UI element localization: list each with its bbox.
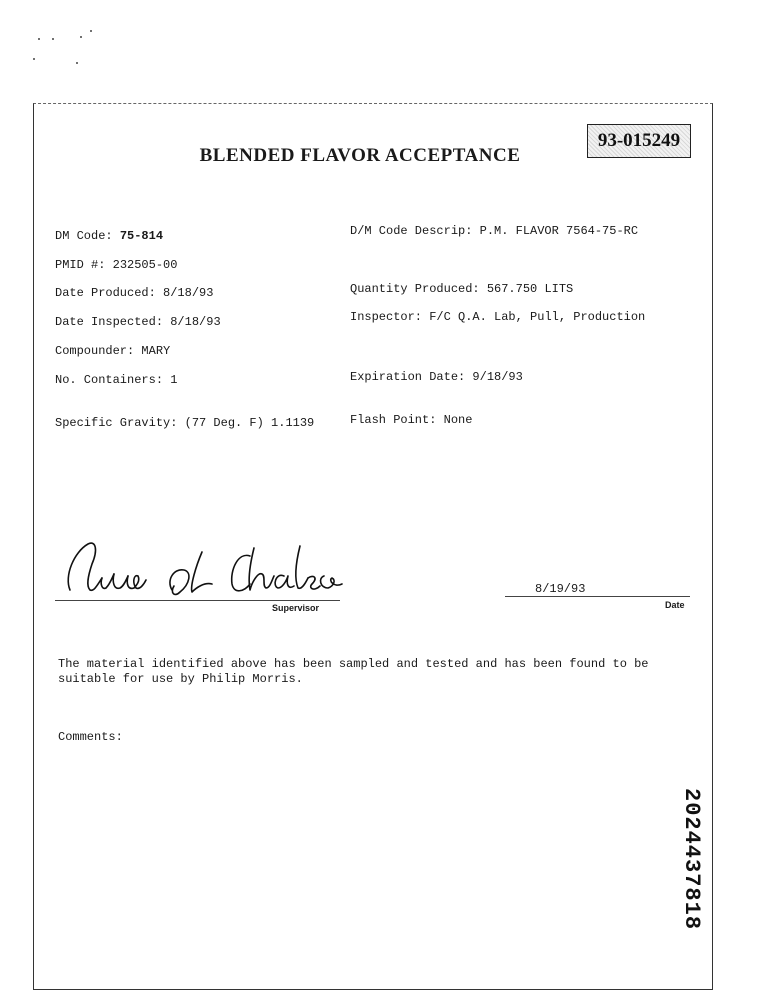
comments-label: Comments: xyxy=(58,730,123,744)
dm-code-descrip-label: D/M Code Descrip: xyxy=(350,224,473,238)
containers-label: No. Containers: xyxy=(55,373,164,387)
inspector-value: F/C Q.A. Lab, Pull, Production xyxy=(429,310,646,324)
page-title: BLENDED FLAVOR ACCEPTANCE xyxy=(199,145,521,166)
quantity-produced-value: 567.750 LITS xyxy=(486,282,574,296)
dm-code-value: 75-814 xyxy=(119,229,164,243)
scan-speck xyxy=(38,38,40,40)
scan-speck xyxy=(80,36,82,38)
dm-code-field xyxy=(55,229,163,243)
quantity-produced-label: Quantity Produced: xyxy=(350,282,480,296)
compounder-field xyxy=(55,344,170,358)
dm-code-descrip-field xyxy=(350,224,638,238)
pmid-label: PMID #: xyxy=(55,258,106,272)
date-line xyxy=(505,596,690,597)
flash-point-field xyxy=(350,413,472,427)
expiration-value: 9/18/93 xyxy=(472,370,523,384)
flash-label: Flash Point: xyxy=(350,413,437,427)
flash-value: None xyxy=(443,413,473,427)
supervisor-label: Supervisor xyxy=(272,603,320,613)
containers-value: 1 xyxy=(170,373,178,387)
dm-code-descrip-value: P.M. FLAVOR 7564-75-RC xyxy=(479,224,639,238)
pmid-field xyxy=(55,258,177,272)
scan-speck xyxy=(76,62,78,64)
expiration-field xyxy=(350,370,523,384)
signature-line xyxy=(55,600,340,601)
document-number-stamp: 93-015249 xyxy=(587,124,691,158)
supervisor-signature xyxy=(62,528,347,608)
specific-gravity-field xyxy=(55,416,314,430)
inspector-label: Inspector: xyxy=(350,310,423,324)
scan-speck xyxy=(90,30,92,32)
gravity-value: 1.1139 xyxy=(271,416,315,430)
date-inspected-value: 8/18/93 xyxy=(170,315,221,329)
date-produced-label: Date Produced: xyxy=(55,286,156,300)
date-inspected-field xyxy=(55,315,221,329)
expiration-label: Expiration Date: xyxy=(350,370,466,384)
date-label: Date xyxy=(665,600,685,610)
dm-code-label: DM Code: xyxy=(55,229,113,243)
signoff-date-value: 8/19/93 xyxy=(535,582,586,596)
scan-speck xyxy=(52,38,54,40)
date-produced-value: 8/18/93 xyxy=(163,286,214,300)
date-produced-field xyxy=(55,286,213,300)
compounder-value: MARY xyxy=(141,344,171,358)
acceptance-statement: The material identified above has been sampled and tested and has been found to be suitable for use by Philip Morris. xyxy=(58,657,649,686)
scan-speck xyxy=(33,58,35,60)
quantity-produced-field xyxy=(350,282,573,296)
date-inspected-label: Date Inspected: xyxy=(55,315,164,329)
pmid-value: 232505-00 xyxy=(112,258,178,272)
bates-number: 2024437818 xyxy=(679,788,704,931)
inspector-field xyxy=(350,310,645,324)
containers-field xyxy=(55,373,177,387)
gravity-label: Specific Gravity: (77 Deg. F) xyxy=(55,416,264,430)
compounder-label: Compounder: xyxy=(55,344,135,358)
